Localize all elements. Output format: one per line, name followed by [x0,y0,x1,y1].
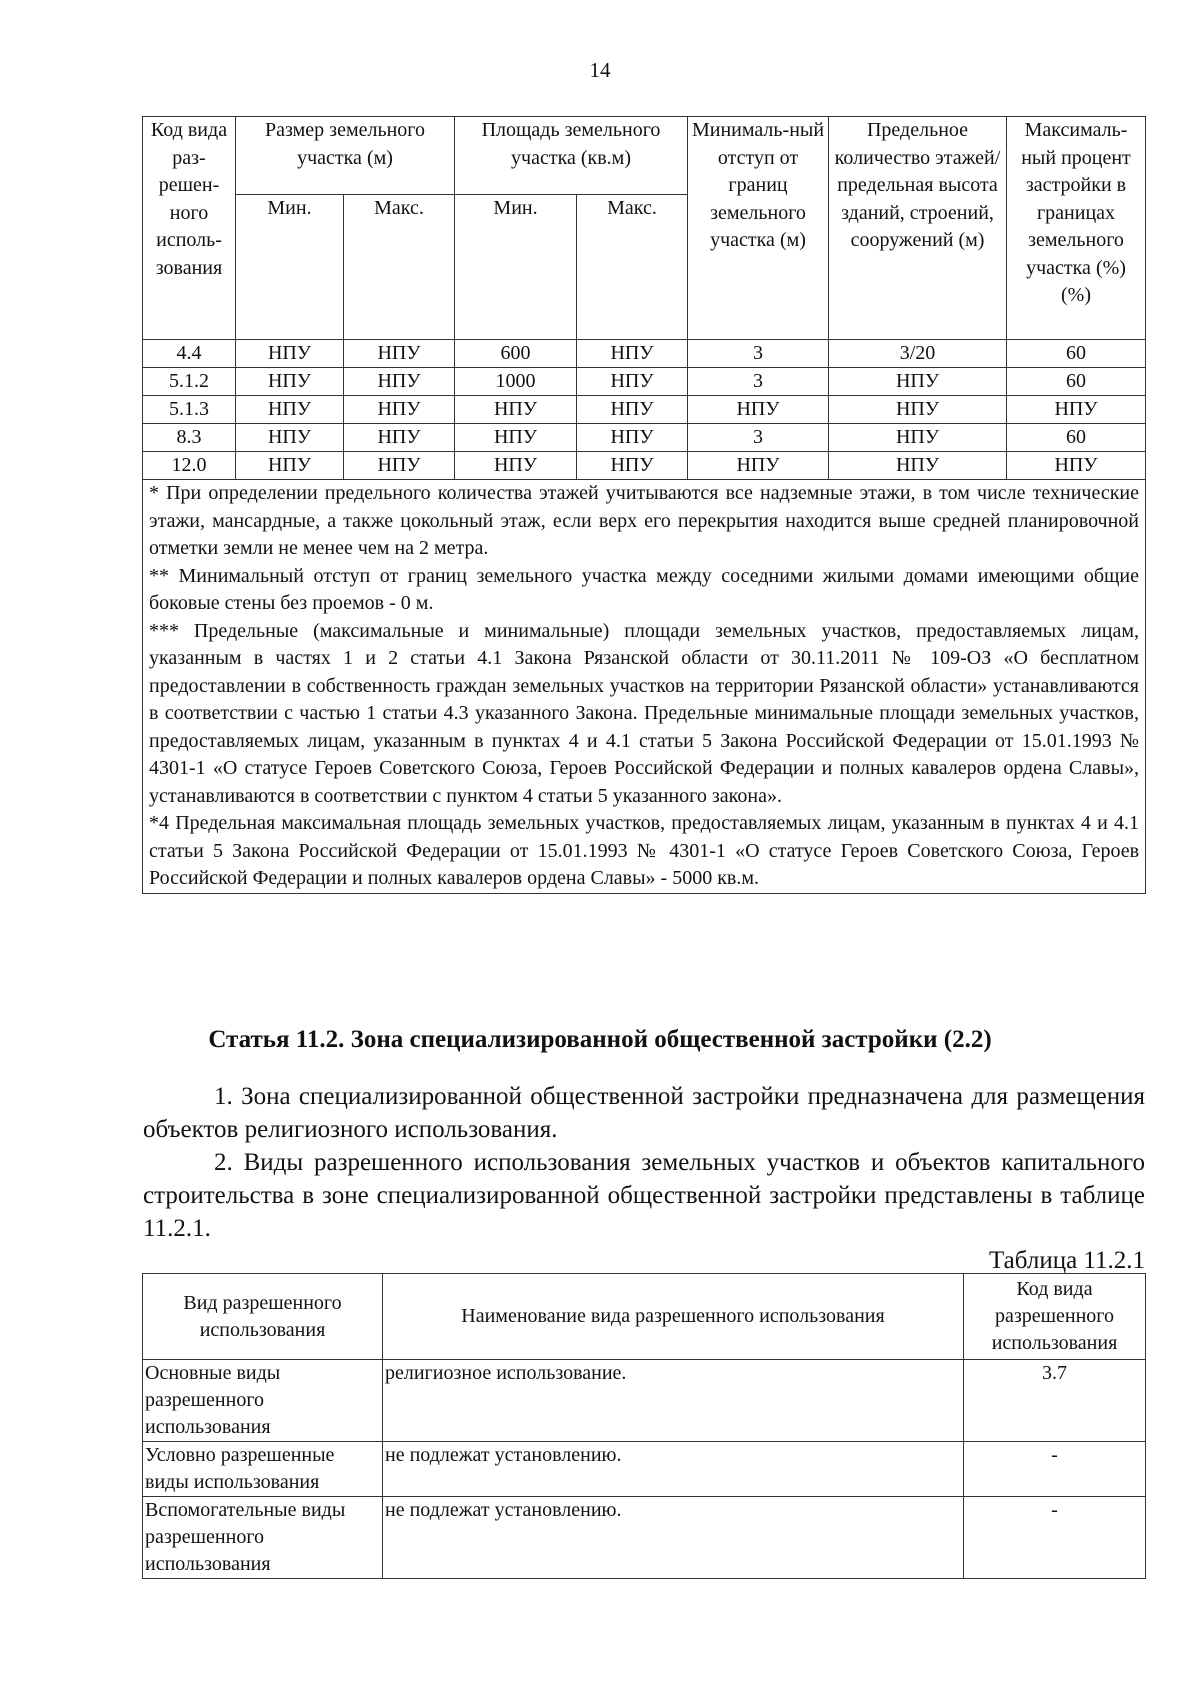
header-area-min: Мин. [455,195,577,340]
cell-kind: Вспомогательные виды разрешенного использования [143,1497,383,1579]
table-row [143,452,1146,480]
table-cell: НПУ [236,340,344,368]
table-cell: НПУ [455,396,577,424]
table-cell: НПУ [1007,452,1146,480]
table-cell: НПУ [455,424,577,452]
table-cell: НПУ [829,396,1007,424]
table-cell: 3/20 [829,340,1007,368]
cell-name: религиозное использование. [383,1360,964,1442]
table-notes [143,480,1146,894]
paragraph-2: 2. Виды разрешенного использования земельных участков и объектов капитального строительства в зоне специализированной общественной застройки представлены в таблице 11.2.1. [143,1149,1145,1242]
section-title: Статья 11.2. Зона специализированной общественной застройки (2.2) [208,1026,992,1053]
table-row [143,368,1146,396]
note-floors: * При определении предельного количества этажей учитываются все надземные этажи, в том числе технические этажи, мансардные, а также цокольный этаж, если верх его перекрытия находится выше средней планировочной отметки земли не менее чем на 2 метра. [149,482,1140,559]
header-area-max: Макс. [577,195,688,340]
cell-code: - [964,1442,1146,1497]
cell-name: не подлежат установлению. [383,1442,964,1497]
table-cell: НПУ [1007,396,1146,424]
permitted-use-table [142,1273,1146,1579]
header-code: Код вида разрешенного использования [964,1274,1146,1360]
table-cell: НПУ [236,368,344,396]
note-max-area: *4 Предельная максимальная площадь земельных участков, предоставляемых лицам, указанным в пунктах 4 и 4.1 статьи 5 Закона Российской Федерации от 15.01.1993 № 4301-1 «О статусе Героев Советского Союза, Героев Российской Федерации и полных кавалеров ордена Славы» - 5000 кв.м. [149,812,1140,889]
table-cell: НПУ [577,368,688,396]
table-cell: 60 [1007,424,1146,452]
table-row [143,1497,1146,1579]
note-setback: ** Минимальный отступ от границ земельного участка между соседними жилыми домами имеющими общие боковые стены без проемов - 0 м. [149,564,1140,614]
table-cell: НПУ [344,368,455,396]
note-plot-areas: *** Предельные (максимальные и минимальные) площади земельных участков, предоставляемых лицам, указанным в частях 1 и 2 статьи 4.1 Закона Рязанской области от 30.11.2011 № 109-ОЗ «О бесплатном предоставлении в собственность граждан земельных участков на территории Рязанской области» устанавливаются в соответствии с частью 1 статьи 4.3 указанного Закона. Предельные минимальные площади земельных участков, предоставляемых лицам, указанным в пунктах 4 и 4.1 статьи 5 Закона Российской Федерации от 15.01.1993 № 4301-1 «О статусе Героев Советского Союза, Героев Российской Федерации и полных кавалеров ордена Славы», устанавливаются в соответствии с пунктом 4 статьи 5 указанного закона». [149,619,1140,807]
header-plot-size: Размер земельного участка (м) [236,117,455,195]
table-cell: НПУ [344,452,455,480]
table-cell: 12.0 [143,452,236,480]
table-cell: НПУ [688,396,829,424]
table-cell: НПУ [236,396,344,424]
table-cell: 5.1.2 [143,368,236,396]
zone-parameters-table [142,116,1146,894]
table-cell: 8.3 [143,424,236,452]
paragraph-1: 1. Зона специализированной общественной застройки предназначена для размещения объектов религиозного использования. [143,1083,1145,1143]
table-cell: НПУ [344,340,455,368]
table-cell: НПУ [829,452,1007,480]
table-cell: НПУ [829,424,1007,452]
table-cell: 60 [1007,340,1146,368]
table-row [143,396,1146,424]
table-cell: 4.4 [143,340,236,368]
table-cell: 3 [688,340,829,368]
table-cell: 600 [455,340,577,368]
table-cell: НПУ [577,396,688,424]
header-name: Наименование вида разрешенного использования [383,1274,964,1360]
table-cell: НПУ [577,424,688,452]
table-cell: НПУ [577,340,688,368]
header-kind: Вид разрешенного использования [143,1274,383,1360]
table-row [143,1442,1146,1497]
table-caption: Таблица 11.2.1 [989,1247,1145,1274]
header-size-min: Мин. [236,195,344,340]
table-cell: 60 [1007,368,1146,396]
cell-name: не подлежат установлению. [383,1497,964,1579]
header-plot-area: Площадь земельного участка (кв.м) [455,117,688,195]
table-cell: НПУ [455,452,577,480]
cell-kind: Условно разрешенные виды использования [143,1442,383,1497]
table-cell: 1000 [455,368,577,396]
table-row [143,424,1146,452]
cell-code: - [964,1497,1146,1579]
header-size-max: Макс. [344,195,455,340]
header-max-coverage: Максималь-ный процент застройки в границах земельного участка (%) (%) [1007,117,1146,340]
table-cell: НПУ [236,452,344,480]
header-max-floors: Предельное количество этажей/ предельная высота зданий, строений, сооружений (м) [829,117,1007,340]
table-cell: НПУ [688,452,829,480]
table-cell: НПУ [236,424,344,452]
table-row [143,340,1146,368]
table-cell: 5.1.3 [143,396,236,424]
table-cell: НПУ [344,396,455,424]
cell-kind: Основные виды разрешенного использования [143,1360,383,1442]
header-code: Код вида раз-решен-ного исполь-зования [143,117,236,340]
table-cell: 3 [688,368,829,396]
table-row [143,1360,1146,1442]
table-cell: НПУ [829,368,1007,396]
table-cell: НПУ [577,452,688,480]
cell-code: 3.7 [964,1360,1146,1442]
page-number: 14 [589,58,611,82]
table-cell: НПУ [344,424,455,452]
header-min-setback: Минималь-ный отступ от границ земельного участка (м) [688,117,829,340]
table-cell: 3 [688,424,829,452]
